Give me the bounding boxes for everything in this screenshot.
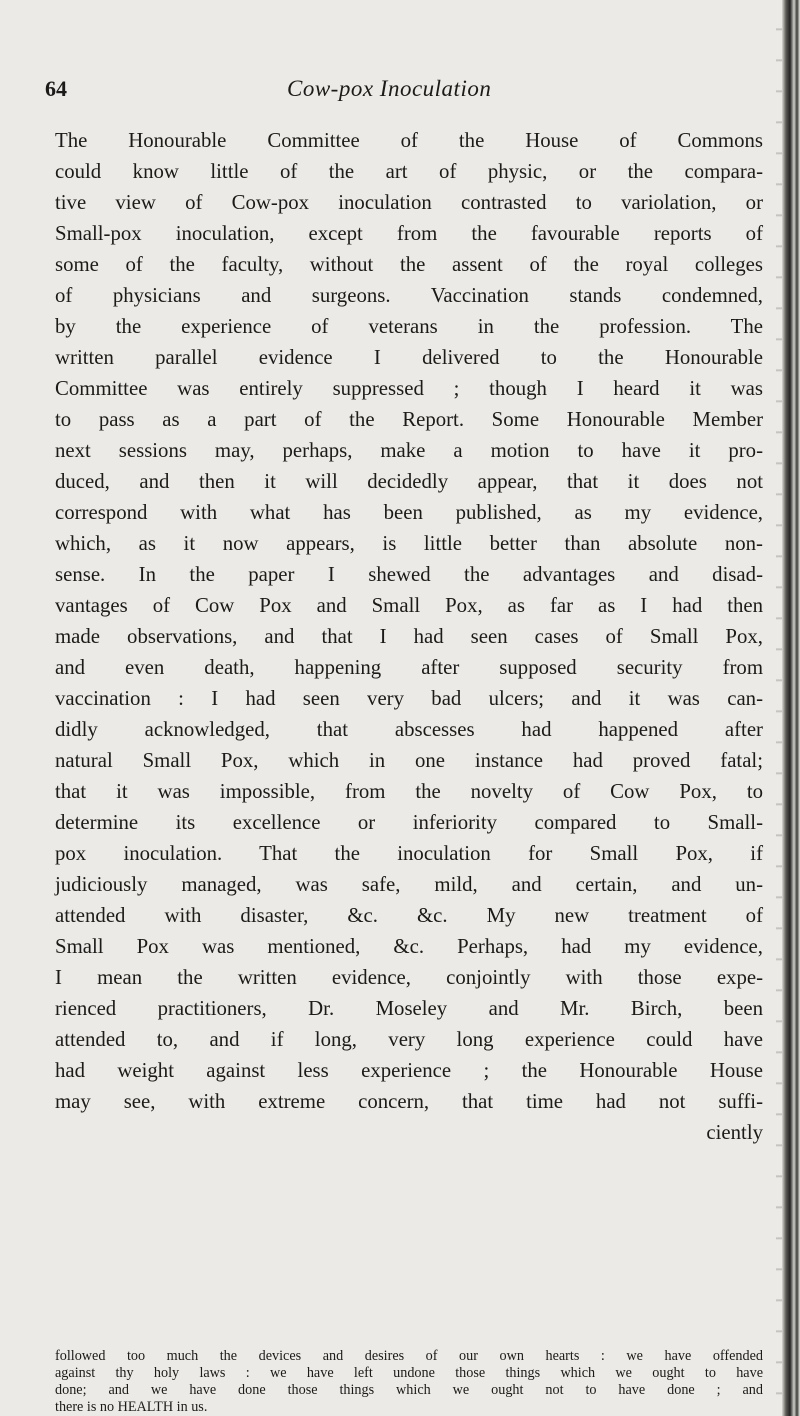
page-header [45, 76, 745, 108]
text-line: could know little of the art of physic, or the compara- [55, 160, 763, 183]
footnote-line: followed too much the devices and desires of our own hearts : we have offended [55, 1348, 763, 1364]
text-line: The Honourable Committee of the House of Commons [55, 129, 763, 152]
text-line: made observations, and that I had seen cases of Small Pox, [55, 625, 763, 648]
text-line: I mean the written evidence, conjointly with those expe- [55, 966, 763, 989]
text-line: attended to, and if long, very long experience could have [55, 1028, 763, 1051]
text-line: determine its excellence or inferiority compared to Small- [55, 811, 763, 834]
text-line: tive view of Cow-pox inoculation contrasted to variolation, or [55, 191, 763, 214]
text-line: attended with disaster, &c. &c. My new treatment of [55, 904, 763, 927]
text-line: Committee was entirely suppressed ; though I heard it was [55, 377, 763, 400]
text-line: some of the faculty, without the assent of the royal colleges [55, 253, 763, 276]
text-line: Small-pox inoculation, except from the favourable reports of [55, 222, 763, 245]
text-line: to pass as a part of the Report. Some Honourable Member [55, 408, 763, 431]
text-line: judiciously managed, was safe, mild, and certain, and un- [55, 873, 763, 896]
footnote-line: there is no HEALTH in us. [55, 1399, 208, 1415]
text-line: of physicians and surgeons. Vaccination stands condemned, [55, 284, 763, 307]
footnote-line: done; and we have done those things which we ought not to have done ; and [55, 1382, 763, 1398]
text-line: pox inoculation. That the inoculation for Small Pox, if [55, 842, 763, 865]
text-line: correspond with what has been published, as my evidence, [55, 501, 763, 524]
text-line: by the experience of veterans in the profession. The [55, 315, 763, 338]
text-line: which, as it now appears, is little better than absolute non- [55, 532, 763, 555]
text-line: Small Pox was mentioned, &c. Perhaps, had my evidence, [55, 935, 763, 958]
text-line: that it was impossible, from the novelty of Cow Pox, to [55, 780, 763, 803]
text-line: duced, and then it will decidedly appear, that it does not [55, 470, 763, 493]
text-line: written parallel evidence I delivered to the Honourable [55, 346, 763, 369]
text-line: may see, with extreme concern, that time had not suffi- [55, 1090, 763, 1113]
page-number: 64 [45, 76, 67, 101]
text-line: sense. In the paper I shewed the advantages and disad- [55, 563, 763, 586]
running-title: Cow-pox Inoculation [287, 76, 492, 101]
text-line: vantages of Cow Pox and Small Pox, as far as I had then [55, 594, 763, 617]
text-line: next sessions may, perhaps, make a motion to have it pro- [55, 439, 763, 462]
text-line: rienced practitioners, Dr. Moseley and Mr. Birch, been [55, 997, 763, 1020]
text-line: vaccination : I had seen very bad ulcers; and it was can- [55, 687, 763, 710]
text-line: had weight against less experience ; the Honourable House [55, 1059, 763, 1082]
catchword-line: ciently [706, 1121, 763, 1144]
footnote [55, 1348, 763, 1416]
footnote-line: against thy holy laws : we have left undone those things which we ought to have [55, 1365, 763, 1381]
body-text [55, 125, 763, 1148]
text-line: natural Small Pox, which in one instance had proved fatal; [55, 749, 763, 772]
binding-edge [782, 0, 800, 1416]
text-line: didly acknowledged, that abscesses had happened after [55, 718, 763, 741]
text-line: and even death, happening after supposed security from [55, 656, 763, 679]
